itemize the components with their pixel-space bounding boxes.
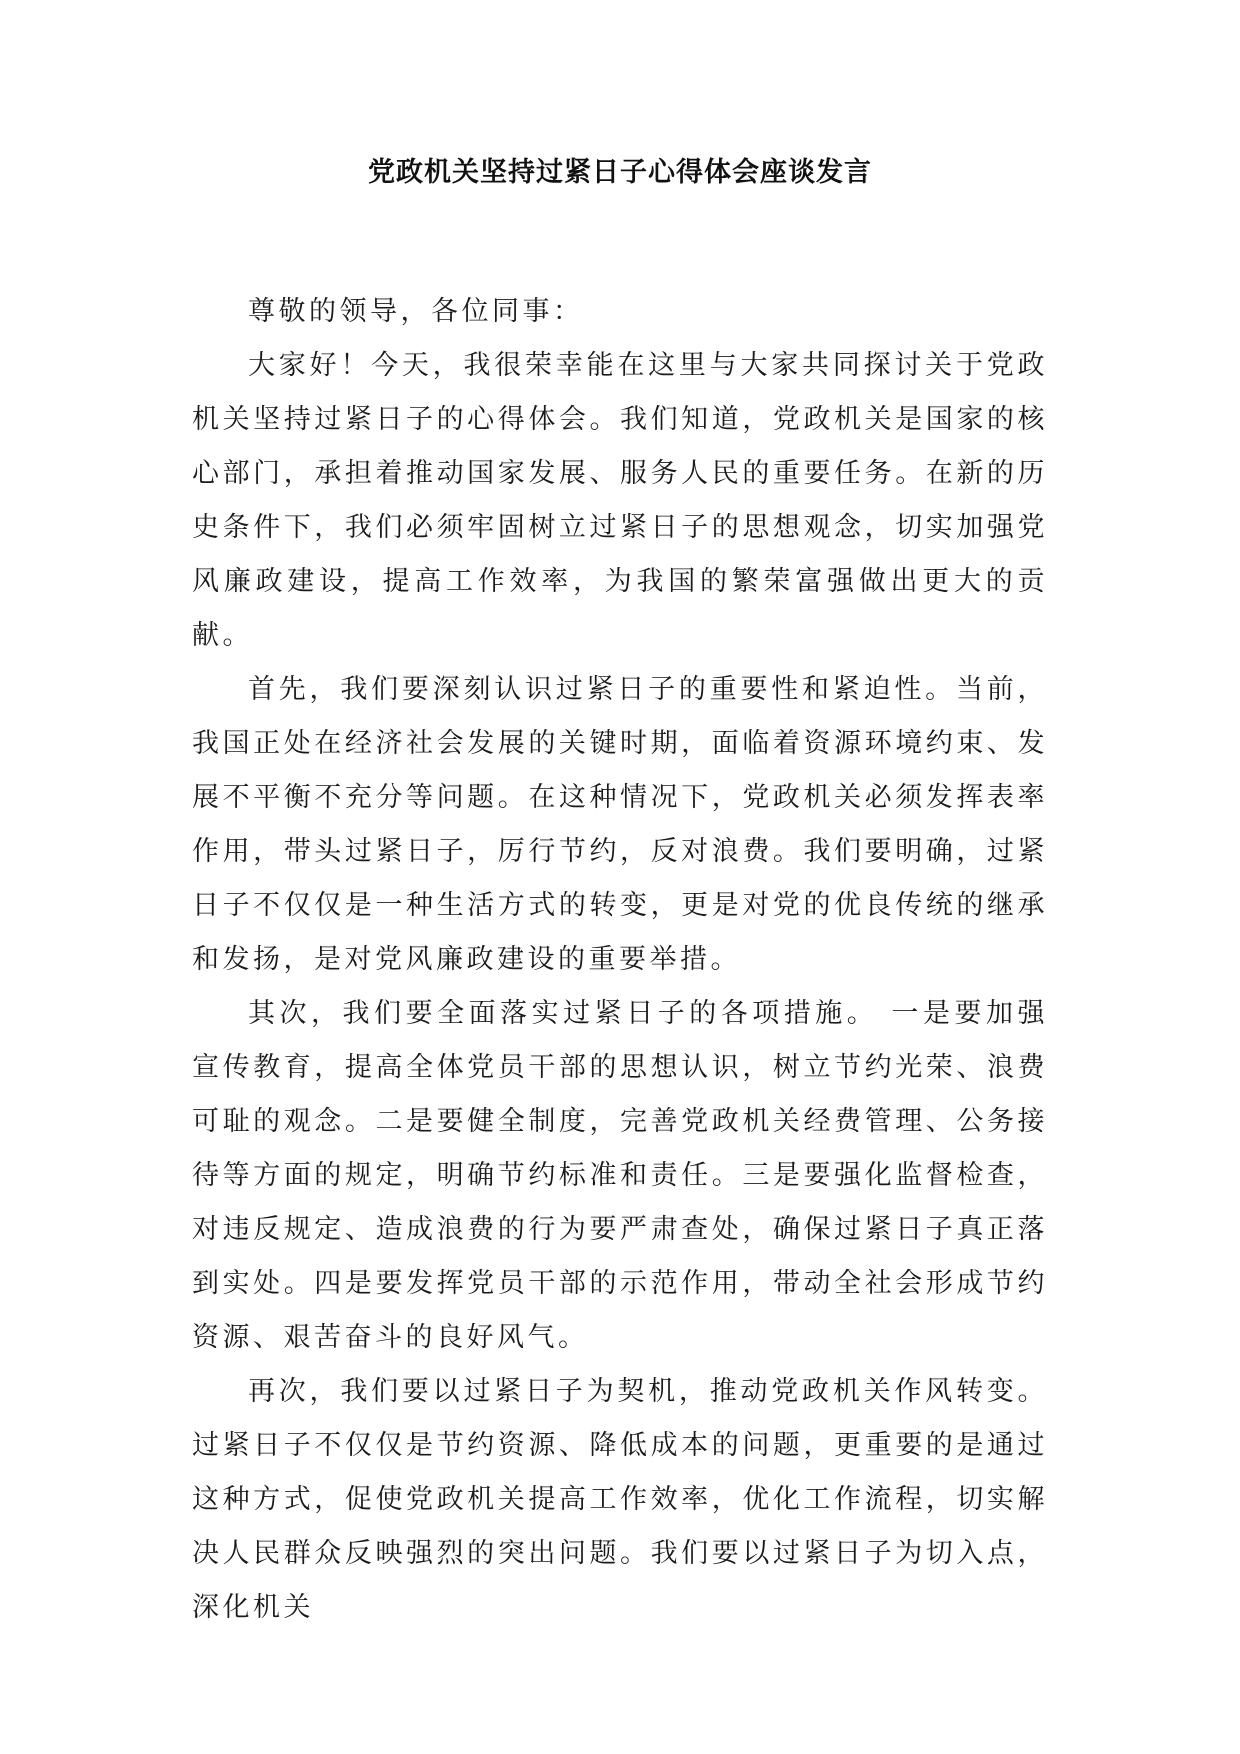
- first-point-paragraph: 首先，我们要深刻认识过紧日子的重要性和紧迫性。当前，我国正处在经济社会发展的关键时期，面临着资源环境约束、发展不平衡不充分等问题。在这种情况下，党政机关必须发挥表率作用，带头过紧日子，厉行节约，反对浪费。我们要明确，过紧日子不仅仅是一种生活方式的转变，更是对党的优良传统的继承和发扬，是对党风廉政建设的重要举措。: [192, 674, 1048, 975]
- second-point-paragraph: 其次，我们要全面落实过紧日子的各项措施。 一是要加强宣传教育，提高全体党员干部的思想认识，树立节约光荣、浪费可耻的观念。二是要健全制度，完善党政机关经费管理、公务接待等方面的规定，明确节约标准和责任。三是要强化监督检查，对违反规定、造成浪费的行为要严肃查处，确保过紧日子真正落到实处。四是要发挥党员干部的示范作用，带动全社会形成节约资源、艰苦奋斗的良好风气。: [192, 998, 1048, 1353]
- document-title: 党政机关坚持过紧日子心得体会座谈发言: [368, 157, 872, 188]
- greeting-paragraph: 尊敬的领导，各位同事：: [248, 296, 584, 327]
- intro-paragraph: 大家好！今天，我很荣幸能在这里与大家共同探讨关于党政机关坚持过紧日子的心得体会。我们知道，党政机关是国家的核心部门，承担着推动国家发展、服务人民的重要任务。在新的历史条件下，我们必须牢固树立过紧日子的思想观念，切实加强党风廉政建设，提高工作效率，为我国的繁荣富强做出更大的贡献。: [192, 350, 1048, 651]
- third-point-paragraph: 再次，我们要以过紧日子为契机，推动党政机关作风转变。过紧日子不仅仅是节约资源、降低成本的问题，更重要的是通过这种方式，促使党政机关提高工作效率，优化工作流程，切实解决人民群众反映强烈的突出问题。我们要以过紧日子为切入点，深化机关: [192, 1376, 1048, 1623]
- document-body: [192, 285, 1048, 1635]
